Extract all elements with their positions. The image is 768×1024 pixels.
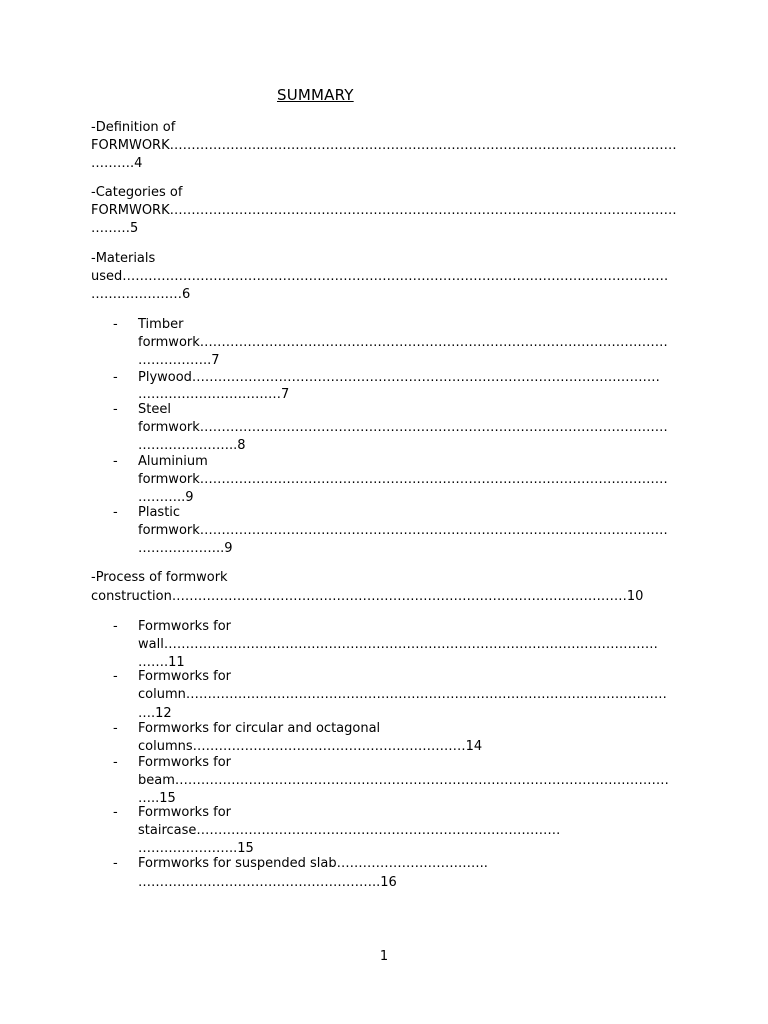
toc-line: construction……………………………………………………………………………………………10	[91, 589, 644, 604]
toc-line: -Materials	[91, 251, 156, 266]
toc-line: columns………………………………………………………14	[138, 739, 483, 754]
toc-line: wall……………………………………………………………………………………………………	[138, 637, 658, 652]
toc-line: Formworks for	[138, 805, 231, 820]
list-dash: -	[113, 856, 118, 871]
toc-line: formwork………………………………………………………………………………………………	[138, 420, 668, 435]
toc-line: formwork………………………………………………………………………………………………	[138, 523, 668, 538]
toc-line: Plywood………………………………………………………………………………………………	[138, 370, 660, 385]
toc-line: Plastic	[138, 505, 181, 520]
toc-line: ….12	[138, 706, 172, 721]
toc-line: FORMWORK………………………………………………………………………………………………………	[91, 138, 677, 153]
toc-line: ………..9	[138, 490, 194, 505]
list-dash: -	[113, 619, 118, 634]
toc-line: ……………..7	[138, 353, 220, 368]
toc-line: beam……………………………………………………………………………………………………	[138, 773, 669, 788]
toc-line: ……….4	[91, 156, 143, 171]
toc-line: used………………………………………………………………………………………………………………	[91, 269, 669, 284]
toc-line: Timber	[138, 317, 184, 332]
page-title: SUMMARY	[277, 86, 354, 104]
list-dash: -	[113, 669, 118, 684]
toc-line: Steel	[138, 402, 171, 417]
list-dash: -	[113, 721, 118, 736]
toc-line: …………………..15	[138, 841, 254, 856]
toc-line: Formworks for	[138, 619, 231, 634]
toc-line: FORMWORK………………………………………………………………………………………………………	[91, 203, 677, 218]
toc-line: Formworks for circular and octagonal	[138, 721, 381, 736]
toc-line: -Categories of	[91, 185, 183, 200]
toc-line: column…………………………………………………………………………………………………	[138, 687, 667, 702]
list-dash: -	[113, 402, 118, 417]
list-dash: -	[113, 505, 118, 520]
list-dash: -	[113, 370, 118, 385]
toc-line: Formworks for	[138, 755, 231, 770]
list-dash: -	[113, 317, 118, 332]
toc-line: …….11	[138, 655, 185, 670]
toc-line: formwork………………………………………………………………………………………………	[138, 335, 668, 350]
toc-line: …………………..8	[138, 438, 246, 453]
list-dash: -	[113, 755, 118, 770]
list-dash: -	[113, 805, 118, 820]
toc-line: Aluminium	[138, 454, 208, 469]
toc-line: …..15	[138, 791, 176, 806]
page-number: 1	[379, 949, 389, 964]
toc-line: Formworks for	[138, 669, 231, 684]
toc-line: …………………6	[91, 287, 191, 302]
toc-line: Formworks for suspended slab……………………………..	[138, 856, 488, 871]
toc-line: ………………………………………………..16	[138, 875, 397, 890]
toc-line: -Process of formwork	[91, 570, 228, 585]
toc-line: ………5	[91, 221, 139, 236]
toc-line: ……………………………7	[138, 387, 290, 402]
toc-line: staircase…………………………………………………………………………	[138, 823, 561, 838]
toc-line: -Definition of	[91, 120, 176, 135]
toc-line: formwork………………………………………………………………………………………………	[138, 472, 668, 487]
toc-line: ………………..9	[138, 541, 233, 556]
list-dash: -	[113, 454, 118, 469]
